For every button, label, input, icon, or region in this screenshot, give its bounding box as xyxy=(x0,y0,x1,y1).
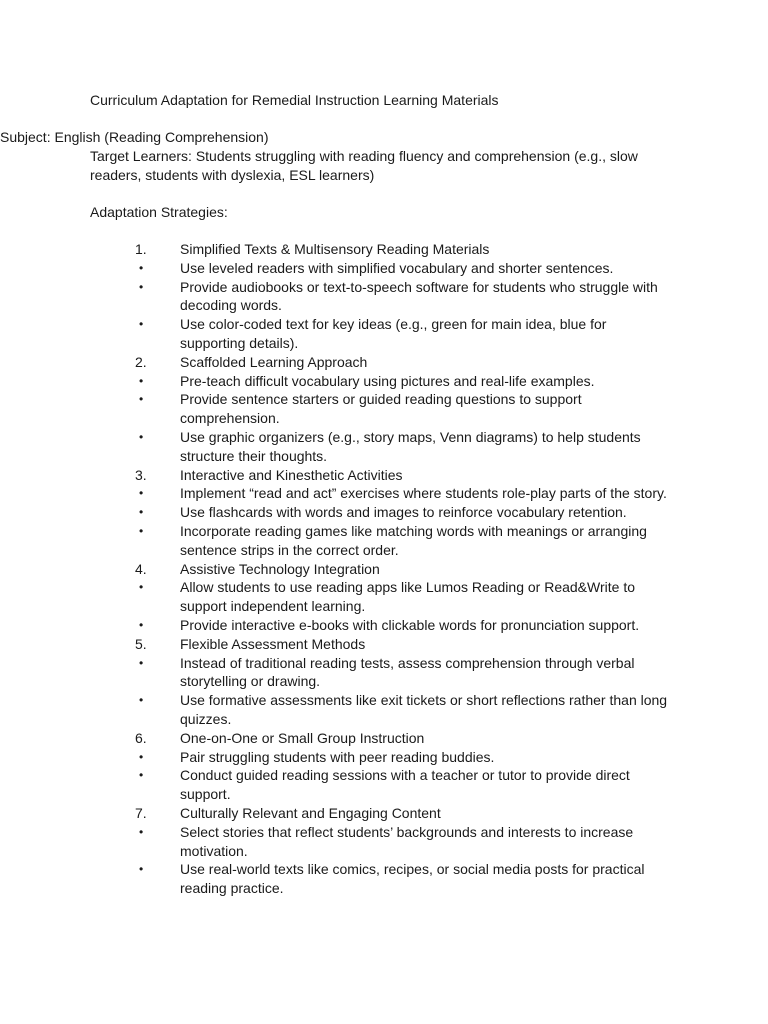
bullet-marker: • xyxy=(139,486,144,501)
bullet-text: Use graphic organizers (e.g., story maps, Venn diagrams) to help students structure their thoughts. xyxy=(180,428,641,464)
bullet-item xyxy=(0,691,768,729)
bullet-text: Provide interactive e-books with clickable words for pronunciation support. xyxy=(180,616,640,633)
bullet-marker: • xyxy=(139,862,144,877)
bullet-text: Implement “read and act” exercises where students role-play parts of the story. xyxy=(180,485,667,502)
item-number: 5. xyxy=(135,635,147,652)
item-number: 6. xyxy=(135,729,147,746)
bullet-marker: • xyxy=(139,373,144,388)
item-number: 3. xyxy=(135,466,147,483)
section-heading: Simplified Texts & Multisensory Reading Materials xyxy=(180,241,490,257)
bullet-marker: • xyxy=(139,749,144,764)
section-heading: Scaffolded Learning Approach xyxy=(180,353,368,370)
section-heading: Flexible Assessment Methods xyxy=(180,635,366,652)
bullet-marker: • xyxy=(139,655,144,670)
bullet-item xyxy=(0,428,768,466)
bullet-text: Pre-teach difficult vocabulary using pictures and real-life examples. xyxy=(180,372,595,389)
bullet-item xyxy=(0,484,768,503)
document-title: Curriculum Adaptation for Remedial Instruction Learning Materials xyxy=(90,92,499,108)
section-heading: Culturally Relevant and Engaging Content xyxy=(180,804,441,821)
subject-line: Subject: English (Reading Comprehension) xyxy=(0,129,269,145)
strategies-heading: Adaptation Strategies: xyxy=(90,204,228,220)
bullet-marker: • xyxy=(139,768,144,783)
bullet-item xyxy=(0,860,768,898)
section-heading: Interactive and Kinesthetic Activities xyxy=(180,466,403,483)
bullet-text: Allow students to use reading apps like Lumos Reading or Read&Write to support independent learning. xyxy=(180,579,635,615)
bullet-text: Use leveled readers with simplified vocabulary and shorter sentences. xyxy=(180,259,614,276)
bullet-item xyxy=(0,748,768,767)
bullet-item xyxy=(0,315,768,353)
numbered-item xyxy=(0,466,768,485)
numbered-item xyxy=(0,729,768,748)
bullet-item xyxy=(0,823,768,861)
bullet-item xyxy=(0,616,768,635)
bullet-item xyxy=(0,578,768,616)
bullet-marker: • xyxy=(139,617,144,632)
bullet-marker: • xyxy=(139,523,144,538)
bullet-text: Select stories that reflect students’ backgrounds and interests to increase motivation. xyxy=(180,823,634,859)
item-number: 2. xyxy=(135,353,147,370)
bullet-item xyxy=(0,522,768,560)
bullet-item xyxy=(0,390,768,428)
bullet-text: Provide sentence starters or guided reading questions to support comprehension. xyxy=(180,391,582,427)
bullet-marker: • xyxy=(139,693,144,708)
section-heading: One-on-One or Small Group Instruction xyxy=(180,729,425,746)
bullet-marker: • xyxy=(139,824,144,839)
bullet-marker: • xyxy=(139,279,144,294)
item-number: 1. xyxy=(135,241,147,257)
bullet-text: Use formative assessments like exit tickets or short reflections rather than long quizzes. xyxy=(180,692,668,727)
bullet-item xyxy=(0,766,768,804)
numbered-item xyxy=(0,635,768,654)
item-number: 7. xyxy=(135,804,147,821)
numbered-item xyxy=(0,353,768,372)
target-learners-line: Target Learners: Students struggling with reading fluency and comprehension (e.g., slow readers, students with dyslexia, ESL learners) xyxy=(90,148,638,183)
bullet-text: Use color-coded text for key ideas (e.g., green for main idea, blue for supporting details). xyxy=(180,316,607,351)
bullet-text: Conduct guided reading sessions with a teacher or tutor to provide direct support. xyxy=(180,767,630,803)
bullet-item xyxy=(0,278,768,316)
bullet-marker: • xyxy=(139,392,144,407)
bullet-marker: • xyxy=(139,580,144,595)
numbered-item xyxy=(0,240,768,259)
strategies-list xyxy=(0,240,768,898)
bullet-text: Use real-world texts like comics, recipes, or social media posts for practical reading practice. xyxy=(180,861,645,897)
bullet-text: Instead of traditional reading tests, assess comprehension through verbal storytelling or drawing. xyxy=(180,654,635,690)
bullet-text: Pair struggling students with peer reading buddies. xyxy=(180,748,495,765)
bullet-item xyxy=(0,259,768,278)
bullet-marker: • xyxy=(139,317,144,332)
section-heading: Assistive Technology Integration xyxy=(180,560,380,577)
numbered-item xyxy=(0,804,768,823)
numbered-item xyxy=(0,560,768,579)
bullet-item xyxy=(0,654,768,692)
bullet-item xyxy=(0,372,768,391)
item-number: 4. xyxy=(135,560,147,577)
bullet-text: Use flashcards with words and images to reinforce vocabulary retention. xyxy=(180,504,627,521)
bullet-item xyxy=(0,503,768,522)
bullet-text: Provide audiobooks or text-to-speech software for students who struggle with decoding words. xyxy=(180,278,658,314)
bullet-text: Incorporate reading games like matching words with meanings or arranging sentence strips in the correct order. xyxy=(180,522,647,558)
bullet-marker: • xyxy=(139,260,144,275)
bullet-marker: • xyxy=(139,505,144,520)
bullet-marker: • xyxy=(139,429,144,444)
